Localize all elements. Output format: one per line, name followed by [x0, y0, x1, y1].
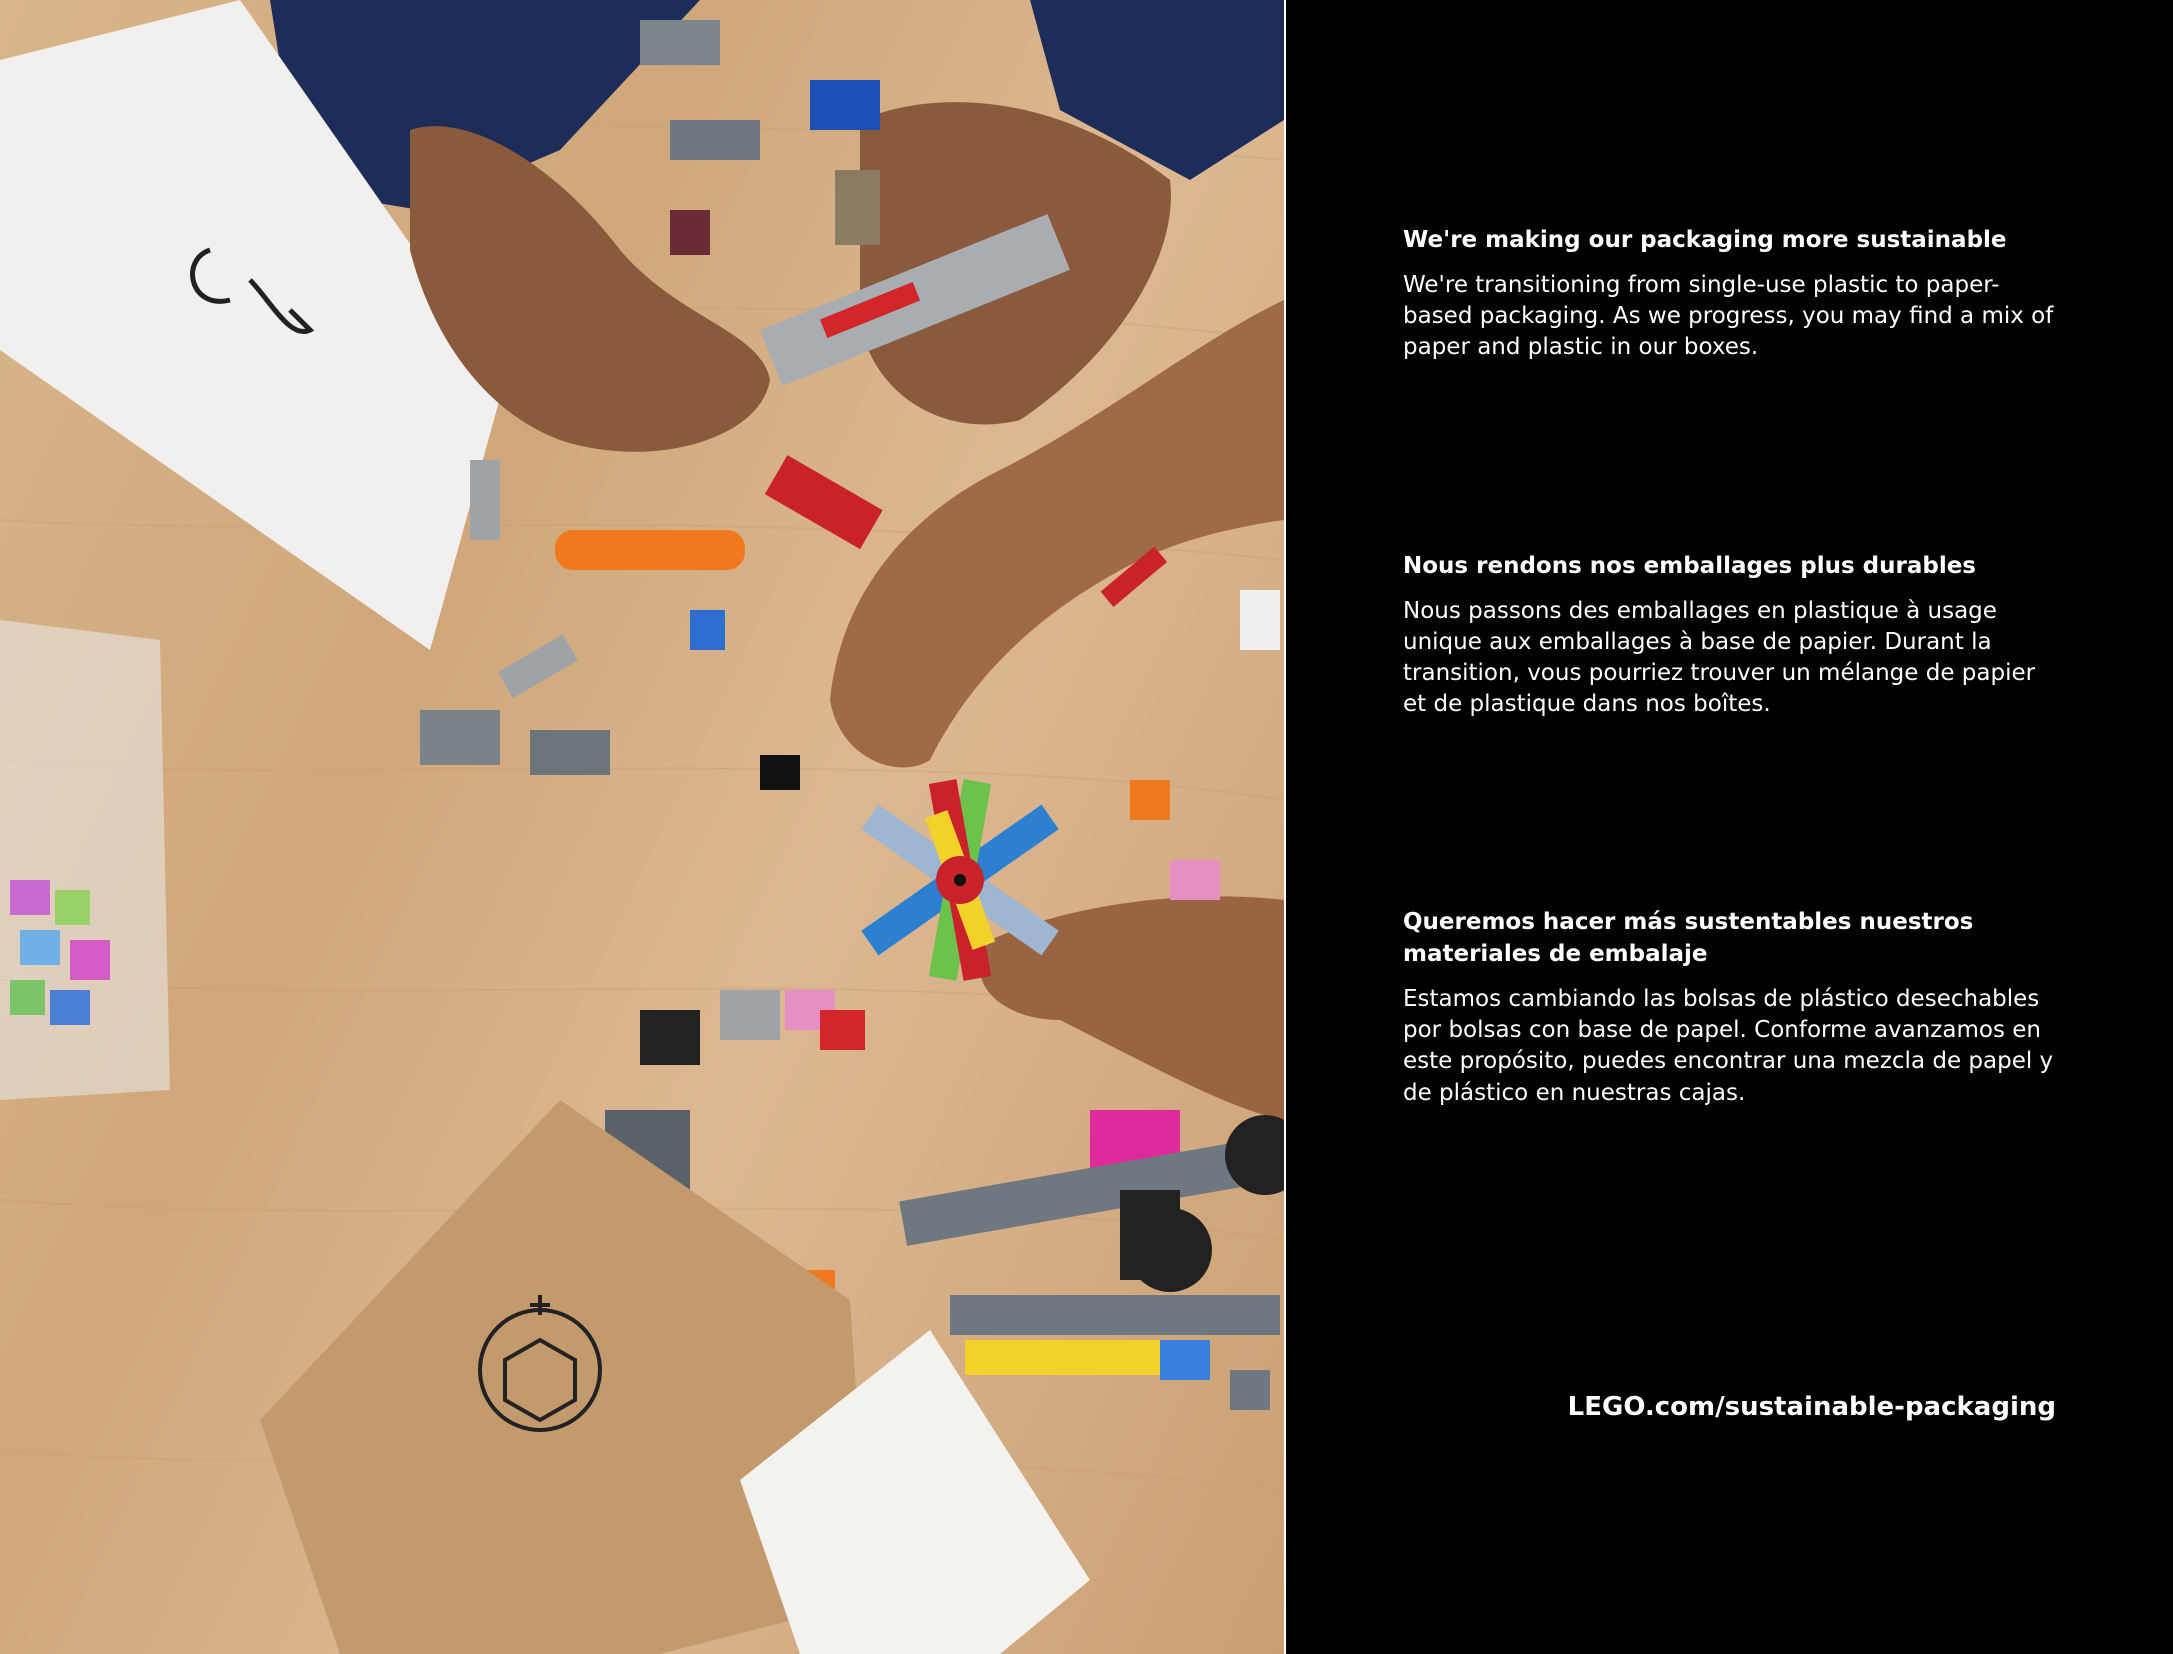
section-english [1403, 224, 2063, 363]
section-heading-spanish: Queremos hacer más sustentables nuestros materiales de embalaje [1403, 909, 1974, 968]
section-heading-english: We're making our packaging more sustainable [1403, 227, 2007, 253]
text-panel [1286, 0, 2173, 1654]
section-body-spanish: Estamos cambiando las bolsas de plástico desechables por bolsas con base de papel. Conforme avanzamos en este propósito, puedes encontrar una mezcla de papel y de plástico en nuestras cajas. [1403, 986, 2054, 1106]
section-body-french: Nous passons des emballages en plastique à usage unique aux emballages à base de papier. Durant la transition, vous pourriez trouver un mélange de papier et de plastique dans nos boîtes. [1403, 598, 2036, 718]
section-body-english: We're transitioning from single-use plastic to paper-based packaging. As we progress, you may find a mix of paper and plastic in our boxes. [1403, 272, 2054, 361]
section-french [1403, 550, 2063, 720]
section-spanish [1403, 906, 2063, 1109]
section-heading-french: Nous rendons nos emballages plus durables [1403, 553, 1977, 579]
sustainable-packaging-link[interactable]: LEGO.com/sustainable-packaging [1567, 1392, 2056, 1422]
